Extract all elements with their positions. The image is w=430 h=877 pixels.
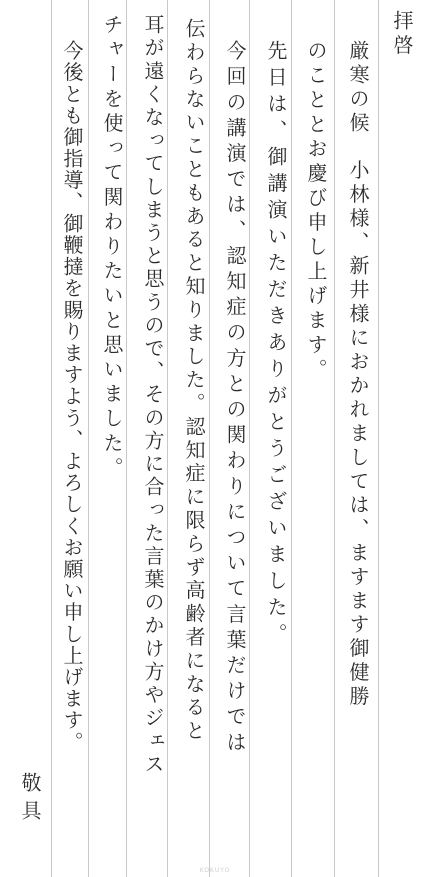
ruled-line	[249, 0, 250, 877]
letter-line-5: 伝わらないこともあると知りました。認知症に限らず高齢者になると	[182, 18, 206, 744]
ruled-line	[126, 0, 127, 877]
letter-line-1: 厳寒の候 小林様、新井様におかれましては、ますます御健勝	[346, 40, 370, 710]
ruled-line	[209, 0, 210, 877]
paper-brand-watermark: KOKUYO	[199, 867, 231, 874]
ruled-line	[88, 0, 89, 877]
letter-line-4: 今回の講演では、認知症の方との関わりについて言葉だけでは	[223, 40, 247, 757]
ruled-line	[51, 0, 52, 877]
letter-line-7: チャーを使って関わりたいと思いました。	[100, 14, 124, 482]
letter-line-2: のこととお慶び申し上げます。	[304, 40, 328, 383]
ruled-line	[378, 0, 379, 877]
letter-line-3: 先日は、御講演いただきありがとうございました。	[264, 40, 288, 650]
letter-closing: 敬具	[18, 772, 42, 828]
letter-line-6: 耳が遠くなってしまうと思うので、その方に合った言葉のかけ方やジェス	[141, 14, 165, 777]
letter-opening: 拝啓	[390, 10, 414, 59]
letter-line-8: 今後とも御指導、御鞭撻を賜りますよう、よろしくお願い申し上げます。	[60, 40, 84, 753]
ruled-line	[167, 0, 168, 877]
ruled-line	[334, 0, 335, 877]
ruled-line	[291, 0, 292, 877]
